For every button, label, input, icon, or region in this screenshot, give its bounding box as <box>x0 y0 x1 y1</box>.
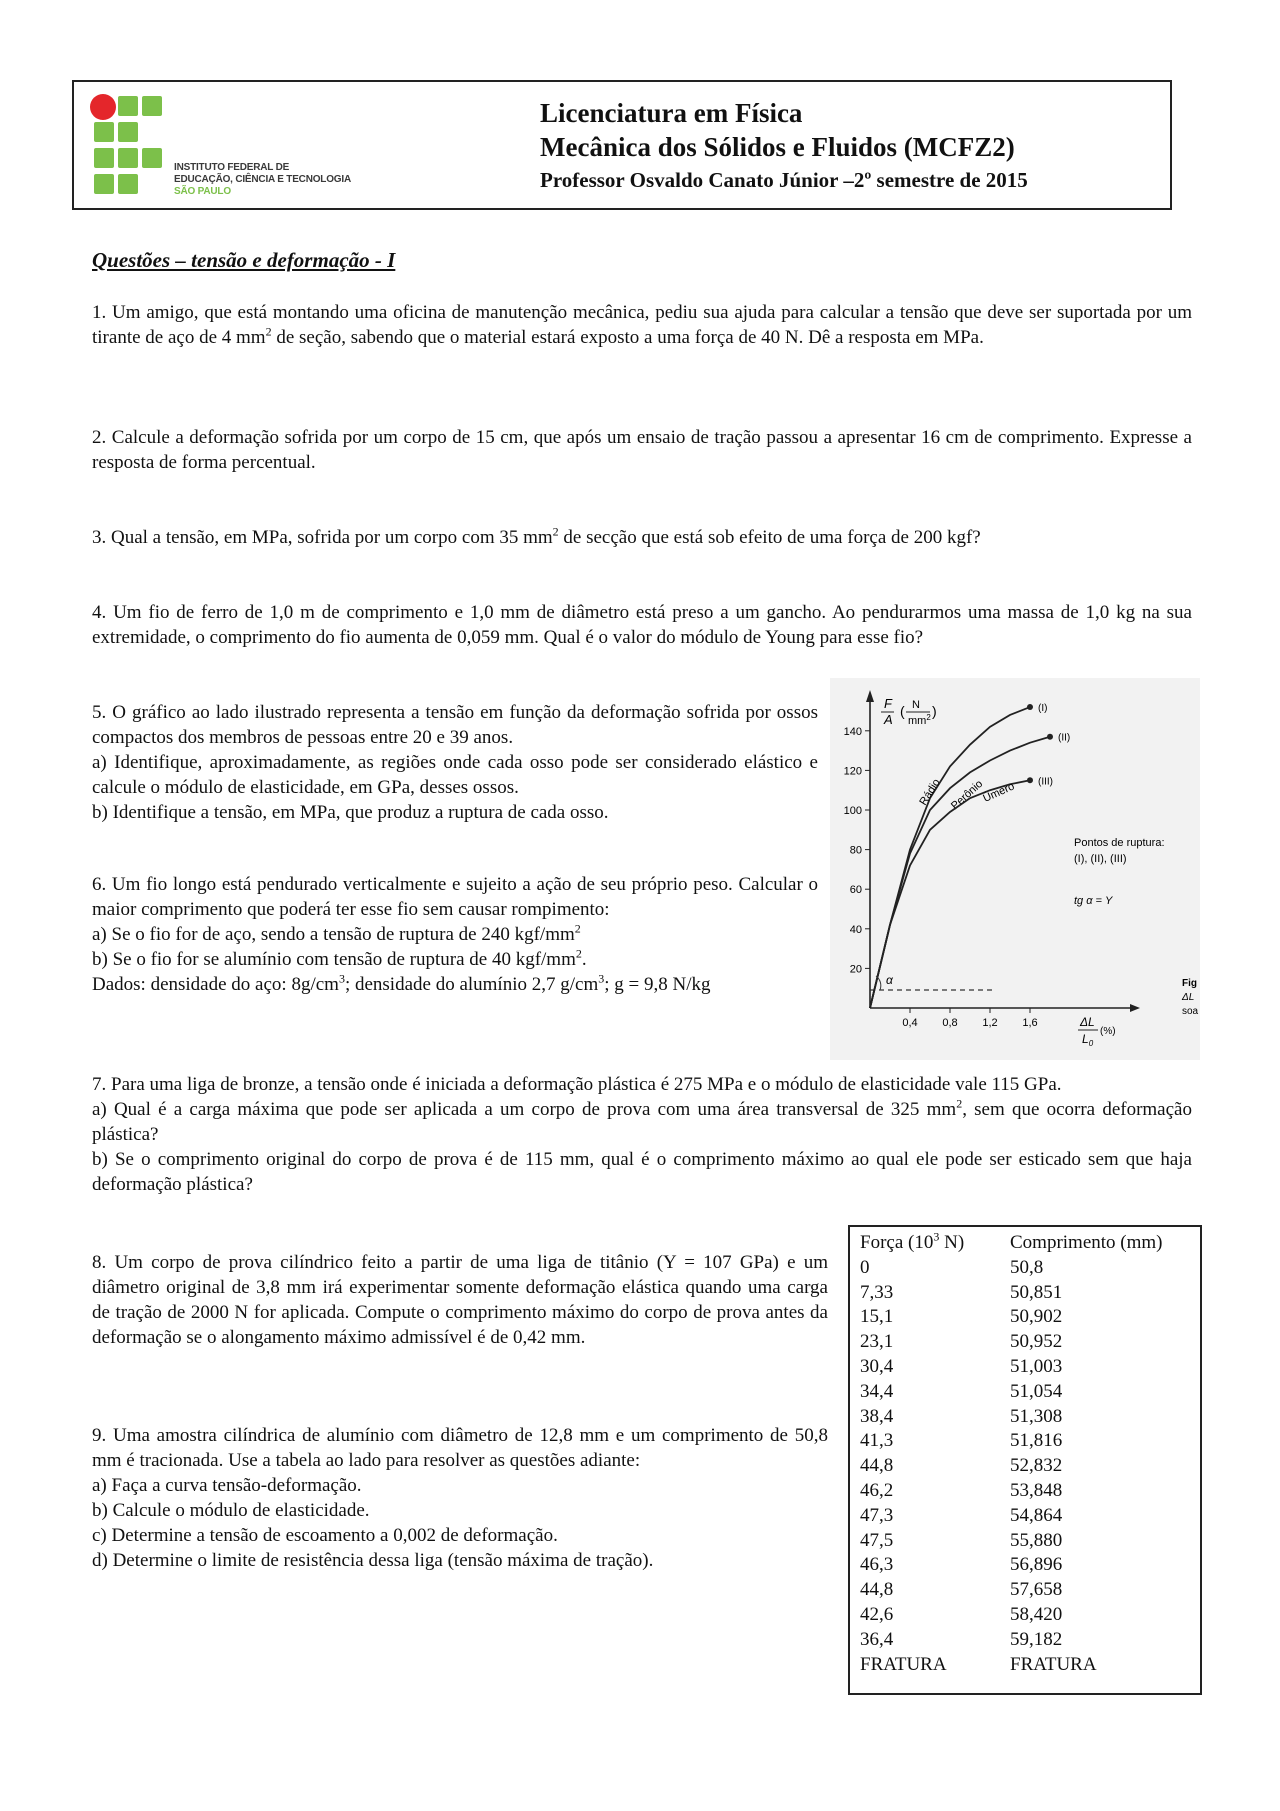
cell-length: 56,896 <box>1010 1554 1063 1576</box>
curve-label: Rádio <box>917 776 943 808</box>
table-row <box>860 1281 1190 1306</box>
question-4: 4. Um fio de ferro de 1,0 m de comprimento e 1,0 mm de diâmetro está preso a um gancho. Ao pendurarmos uma massa de 1,0 kg na sua extremidade, o comprimento do fio aumenta de 0,059 mm. Qual é o valor do módulo de Young para esse fio? <box>92 602 1192 648</box>
table-row <box>860 1529 1190 1554</box>
cell-length: 51,816 <box>1010 1430 1063 1452</box>
logo-line2: EDUCAÇÃO, CIÊNCIA E TECNOLOGIA <box>174 174 351 185</box>
question-9: 9. Uma amostra cilíndrica de alumínio com diâmetro de 12,8 mm e um comprimento de 50,8 mm é tracionada. Use a tabela ao lado para resolver as questões adiante: a) Faça a curva tensão-deformação. b) Calcule o módulo de elasticidade. c) Determine a tensão de escoamento a 0,002 de deformação. d) Determine o limite de resistência dessa liga (tensão máxima de tração). <box>92 1425 828 1571</box>
curve-label: Úmero <box>981 780 1017 805</box>
rupture-point <box>1047 734 1053 740</box>
cell-length: 52,832 <box>1010 1455 1063 1477</box>
table-row <box>860 1603 1190 1628</box>
logo-text <box>174 162 351 198</box>
professor-line: Professor Osvaldo Canato Júnior –2º semestre de 2015 <box>540 168 1028 192</box>
cell-force: 7,33 <box>860 1281 894 1303</box>
y-tick-label: 20 <box>849 963 862 976</box>
x-ticks <box>902 1008 1037 1029</box>
x-tick-label: 1,2 <box>982 1017 998 1029</box>
rupture-point <box>1027 777 1033 783</box>
cell-force: 46,2 <box>860 1479 894 1501</box>
xlabel-unit: (%) <box>1100 1026 1116 1037</box>
y-ticks <box>844 726 870 976</box>
ylabel-unit-den: $mm^2$ <box>908 713 931 727</box>
question-8: 8. Um corpo de prova cilíndrico feito a partir de uma liga de titânio (Y = 107 GPa) e um diâmetro original de 3,8 mm irá experimentar somente deformação elástica quando uma carga de tração de 2000 N for aplicada. Compute o comprimento máximo do corpo de prova antes da deformação se o alongamento máximo admissível é de 0,42 mm. <box>92 1252 828 1348</box>
cell-force: 41,3 <box>860 1430 894 1452</box>
course-title: Licenciatura em Física <box>540 98 803 128</box>
cell-length: 51,308 <box>1010 1405 1063 1427</box>
cell-length: 58,420 <box>1010 1603 1063 1625</box>
x-axis-arrow <box>1130 1004 1140 1012</box>
table-row <box>860 1305 1190 1330</box>
curve-2 <box>870 777 1030 1008</box>
table-row <box>860 1628 1190 1653</box>
curves <box>870 703 1070 1008</box>
header-length: Comprimento (mm) <box>1010 1232 1163 1253</box>
y-tick-label: 100 <box>843 805 862 817</box>
table-row <box>860 1380 1190 1405</box>
y-axis-arrow <box>866 690 874 702</box>
y-tick-label: 60 <box>849 884 862 897</box>
table-row <box>860 1429 1190 1454</box>
question-2: 2. Calcule a deformação sofrida por um corpo de 15 cm, que após um ensaio de tração passou a apresentar 16 cm de comprimento. Expresse a resposta de forma percentual. <box>92 427 1192 473</box>
header-force: Força ($10^3$ N) <box>860 1229 965 1253</box>
question-3: 3. Qual a tensão, em MPa, sofrida por um corpo com 35 $mm^2$ de secção que está sob efeito de uma força de 200 kgf? <box>92 524 981 548</box>
question-5: 5. O gráfico ao lado ilustrado representa a tensão em função da deformação sofrida por ossos compactos dos membros de pessoas entre 20 e 39 anos. a) Identifique, aproximadamente, as regiões onde cada osso pode ser considerado elástico e calcule o módulo de elasticidade, em GPa, desses ossos. b) Identifique a tensão, em MPa, que produz a ruptura de cada osso. <box>92 702 818 823</box>
cell-length: 50,8 <box>1010 1256 1044 1278</box>
stress-strain-graph <box>830 678 1200 1060</box>
cell-length: 57,658 <box>1010 1579 1063 1601</box>
cell-length: 53,848 <box>1010 1479 1063 1501</box>
edge-text-3: soa <box>1182 1006 1199 1017</box>
y-tick-label: 140 <box>843 725 862 738</box>
cell-force: 44,8 <box>860 1455 894 1477</box>
cell-length: 54,864 <box>1010 1504 1063 1526</box>
cell-force: 15,1 <box>860 1306 894 1328</box>
header-titles <box>540 96 1028 196</box>
x-tick-label: 0,4 <box>902 1017 918 1029</box>
edge-text-1: Fig <box>1182 978 1197 989</box>
cell-force: 38,4 <box>860 1405 894 1427</box>
table-row <box>860 1504 1190 1529</box>
graph-svg <box>830 678 1200 1060</box>
curve-label: Perônio <box>948 777 986 813</box>
cell-length: 51,054 <box>1010 1380 1063 1402</box>
rupture-label: (III) <box>1038 776 1053 788</box>
cell-force: 36,4 <box>860 1628 894 1650</box>
force-length-table <box>848 1225 1202 1695</box>
question-7: 7. Para uma liga de bronze, a tensão onde é iniciada a deformação plástica é 275 MPa e o módulo de elasticidade vale 115 GPa. a) Qual é a carga máxima que pode ser aplicada a um corpo de prova com uma área transversal de 325 $mm^2$, sem que ocorra deformação plástica? b) Se o comprimento original do corpo de prova é de 115 mm, qual é o comprimento máximo ao qual ele pode ser esticado sem que haja deformação plástica? <box>92 1074 1192 1195</box>
y-tick-label: 80 <box>849 844 862 857</box>
table-row <box>860 1330 1190 1355</box>
curve-1 <box>870 737 1050 1008</box>
cell-force: 23,1 <box>860 1331 894 1353</box>
cell-length: 50,952 <box>1010 1331 1063 1353</box>
legend-line1: Pontos de ruptura: <box>1074 837 1165 849</box>
cell-force: 46,3 <box>860 1554 894 1576</box>
y-tick-label: 40 <box>849 923 862 936</box>
question-1: 1. Um amigo, que está montando uma oficina de manutenção mecânica, pediu sua ajuda para calcular a tensão que deve ser suportada por um tirante de aço de 4 $mm^2$ de seção, sabendo que o material estará exposto a uma força de 40 N. Dê a resposta em MPa. <box>92 302 1192 348</box>
ylabel-paren-open: ( <box>900 703 905 719</box>
institute-logo <box>90 94 390 204</box>
table-row <box>860 1479 1190 1504</box>
header-box <box>72 80 1172 210</box>
cell-force: 0 <box>860 1256 870 1278</box>
table-row <box>860 1454 1190 1479</box>
edge-text-2: ΔL <box>1182 992 1195 1003</box>
cell-force: 30,4 <box>860 1355 894 1377</box>
cell-length: 51,003 <box>1010 1355 1063 1377</box>
ylabel-den: A <box>884 712 893 727</box>
ylabel-paren-close: ) <box>932 703 937 719</box>
cell-length: 55,880 <box>1010 1529 1063 1551</box>
table-row <box>860 1256 1190 1281</box>
cell-force: FRATURA <box>860 1653 947 1675</box>
xlabel-num: ΔL <box>1080 1015 1095 1029</box>
cell-length: 50,902 <box>1010 1306 1063 1328</box>
x-tick-label: 0,8 <box>942 1017 958 1029</box>
ylabel-unit-num: N <box>912 699 920 711</box>
rupture-point <box>1027 704 1033 710</box>
legend-line2: (I), (II), (III) <box>1074 853 1127 865</box>
table-row <box>860 1653 1190 1678</box>
y-tick-label: 120 <box>843 765 862 778</box>
alpha-label: α <box>886 973 893 987</box>
table-row <box>860 1578 1190 1603</box>
table-row <box>860 1405 1190 1430</box>
ylabel-num: F <box>884 696 892 711</box>
tan-label: tg α = Y <box>1074 895 1113 907</box>
table-body <box>860 1256 1190 1678</box>
cell-length: 59,182 <box>1010 1628 1063 1650</box>
section-title: Questões – tensão e deformação - I <box>92 248 396 272</box>
cell-force: 47,5 <box>860 1529 894 1551</box>
cell-force: 42,6 <box>860 1603 894 1625</box>
cell-force: 44,8 <box>860 1579 894 1601</box>
cell-force: 34,4 <box>860 1380 894 1402</box>
subject-title: Mecânica dos Sólidos e Fluidos (MCFZ2) <box>540 132 1015 162</box>
logo-line1: INSTITUTO FEDERAL DE <box>174 162 290 173</box>
rupture-label: (I) <box>1038 703 1048 715</box>
x-tick-label: 1,6 <box>1022 1017 1038 1029</box>
xlabel-den: $L_0$ <box>1082 1032 1094 1048</box>
table-header <box>860 1231 1190 1256</box>
cell-force: 47,3 <box>860 1504 894 1526</box>
table-row <box>860 1355 1190 1380</box>
cell-length: 50,851 <box>1010 1281 1063 1303</box>
rupture-label: (II) <box>1058 732 1071 744</box>
cell-length: FRATURA <box>1010 1653 1097 1675</box>
logo-line3: SÃO PAULO <box>174 186 231 197</box>
question-6: 6. Um fio longo está pendurado verticalmente e sujeito a ação de seu próprio peso. Calcular o maior comprimento que poderá ter esse fio sem causar rompimento: a) Se o fio for de aço, sendo a tensão de ruptura de 240 kgf/$mm^2$ b) Se o fio for se alumínio com tensão de ruptura de 40 kgf/$mm^2$. Dados: densidade do aço: $8g/cm^3$; densidade do alumínio 2,7 $g/cm^3$; g = 9,8 N/kg <box>92 874 818 995</box>
table-row <box>860 1553 1190 1578</box>
logo-red-dot <box>90 94 116 120</box>
